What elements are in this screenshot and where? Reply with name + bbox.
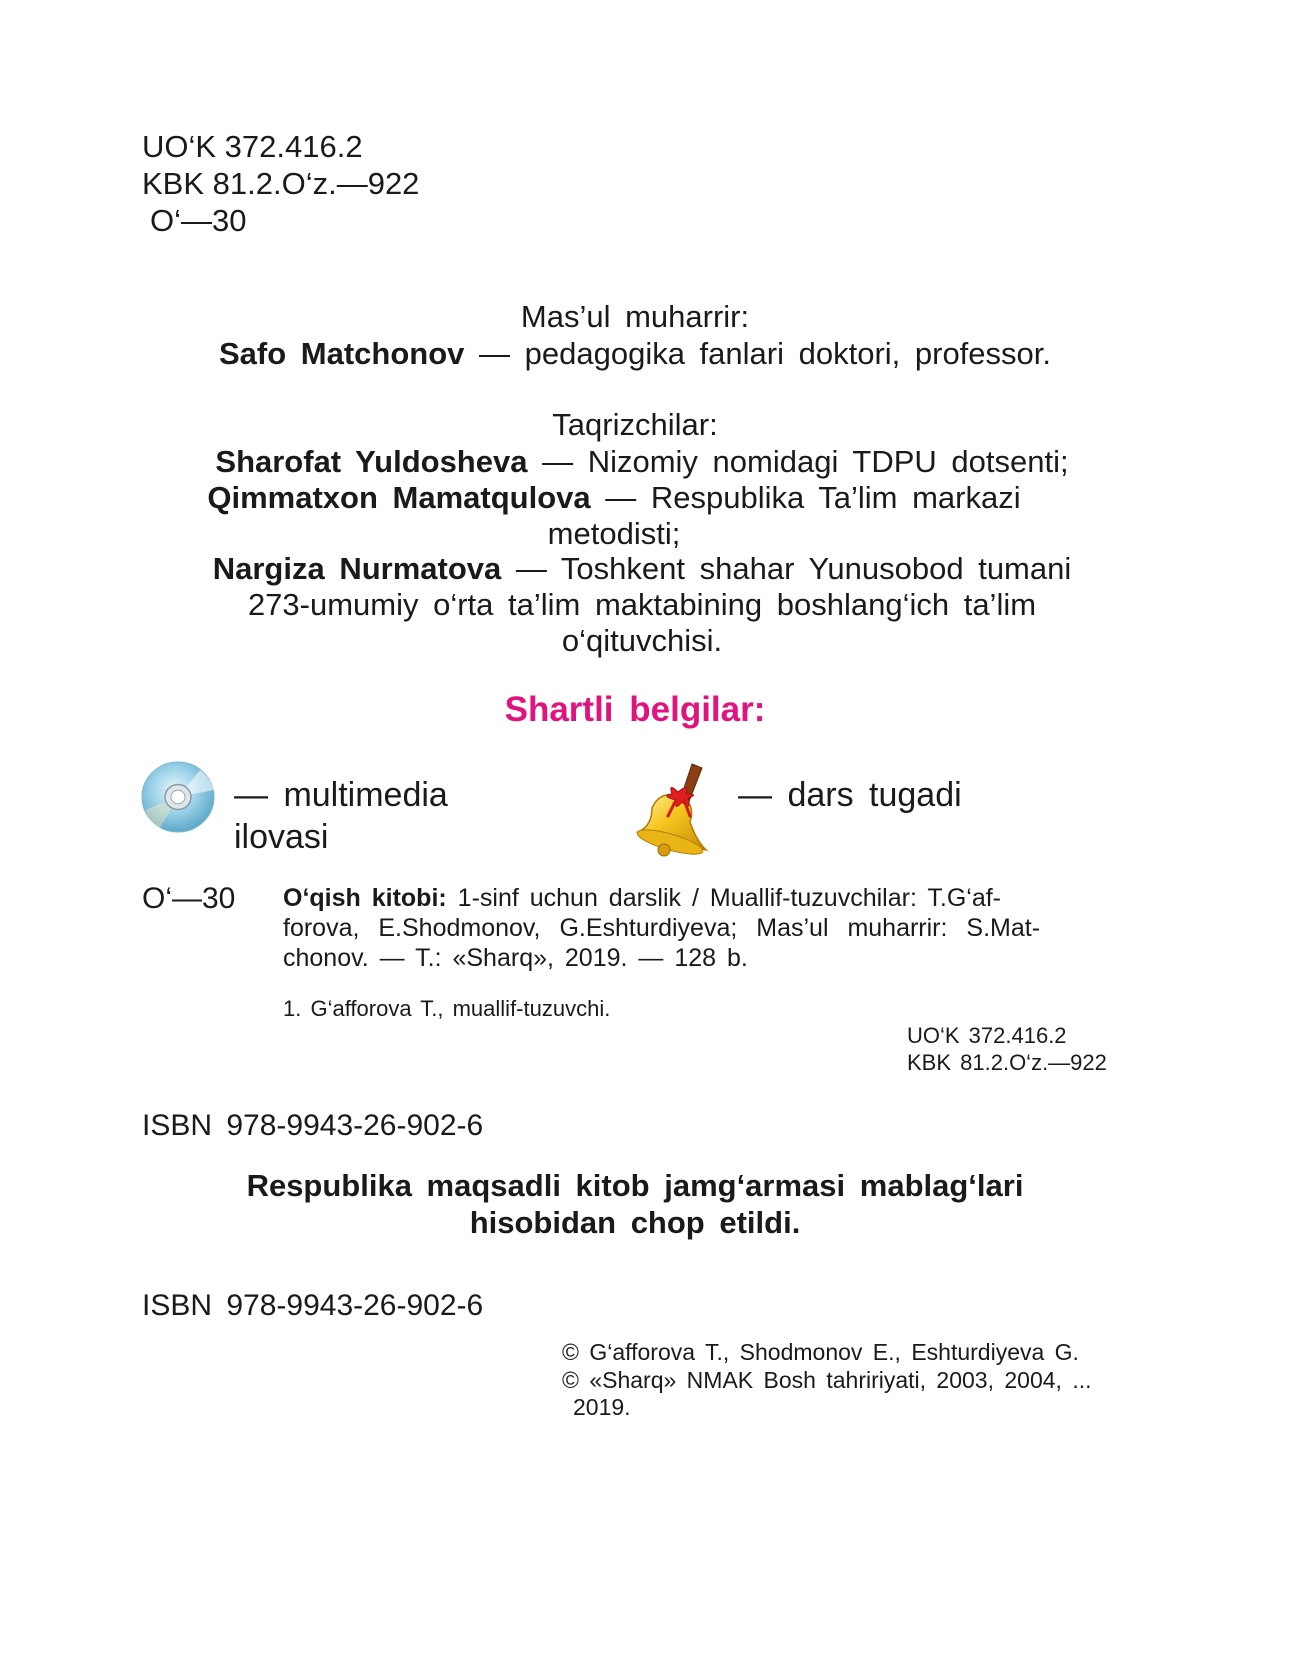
reviewer-desc: — Nizomiy nomidagi TDPU dotsenti; — [527, 444, 1069, 479]
copyright-line-1: © G‘afforova T., Shodmonov E., Eshturdiyeva G. — [562, 1339, 1079, 1365]
copyright-line-3: 2019. — [573, 1394, 631, 1420]
editor-desc: — pedagogika fanlari doktori, professor. — [464, 336, 1051, 371]
editor-name: Safo Matchonov — [219, 336, 465, 371]
catalog-udk: UO‘K 372.416.2 — [907, 1023, 1067, 1048]
reviewer-desc: — Respublika Ta’lim markazi — [590, 480, 1021, 515]
reviewer-desc: — Toshkent shahar Yunusobod tumani — [501, 551, 1072, 586]
cd-disc-icon — [140, 760, 216, 834]
bell-label: — dars tugadi — [738, 776, 962, 814]
editor-heading: Mas’ul muharrir: — [520, 299, 750, 334]
reviewer-3 — [0, 550, 1284, 588]
author-mark: O‘—30 — [150, 203, 247, 238]
reviewer-name: Qimmatxon Mamatqulova — [207, 480, 591, 515]
funding-line-1: Respublika maqsadli kitob jamg‘armasi mablag‘lari — [246, 1168, 1024, 1203]
reviewer-3-cont: 273-umumiy o‘rta ta’lim maktabining boshlang‘ich ta’lim — [247, 587, 1037, 622]
catalog-line-3: chonov. — T.: «Sharq», 2019. — 128 b. — [283, 944, 748, 972]
reviewer-2-cont: metodisti; — [547, 516, 681, 551]
funding-line-2: hisobidan chop etildi. — [469, 1205, 801, 1240]
isbn-first: ISBN 978-9943-26-902-6 — [142, 1109, 484, 1142]
reviewer-name: Nargiza Nurmatova — [212, 551, 502, 586]
reviewer-3-cont2: o‘qituvchisi. — [561, 623, 723, 658]
catalog-line-1 — [283, 882, 1129, 914]
isbn-second: ISBN 978-9943-26-902-6 — [142, 1289, 484, 1322]
legend-heading: Shartli belgilar: — [504, 690, 766, 729]
catalog-code: O‘—30 — [142, 882, 236, 915]
udk-code: UO‘K 372.416.2 — [142, 129, 363, 164]
editor-line — [0, 335, 1270, 373]
school-bell-icon — [630, 760, 716, 858]
multimedia-label: — multimedia — [234, 776, 448, 814]
catalog-bbk: KBK 81.2.O‘z.—922 — [907, 1050, 1107, 1075]
catalog-line-2: forova, E.Shodmonov, G.Eshturdiyeva; Mas’ul muharrir: S.Mat- — [283, 914, 1041, 942]
multimedia-label-cont: ilovasi — [234, 818, 329, 856]
catalog-text: 1-sinf uchun darslik / Muallif-tuzuvchilar: T.G‘af- — [446, 884, 1002, 912]
copyright-line-2: © «Sharq» NMAK Bosh tahririyati, 2003, 2004, ... — [562, 1367, 1092, 1393]
reviewer-2 — [0, 479, 1228, 517]
book-title: O‘qish kitobi: — [283, 884, 447, 912]
reviewer-name: Sharofat Yuldosheva — [215, 444, 528, 479]
reviewers-heading: Taqrizchilar: — [552, 407, 718, 442]
bbk-code: KBK 81.2.O‘z.—922 — [142, 166, 420, 201]
catalog-note: 1. G‘afforova T., muallif-tuzuvchi. — [283, 996, 611, 1021]
reviewer-1 — [0, 443, 1284, 481]
